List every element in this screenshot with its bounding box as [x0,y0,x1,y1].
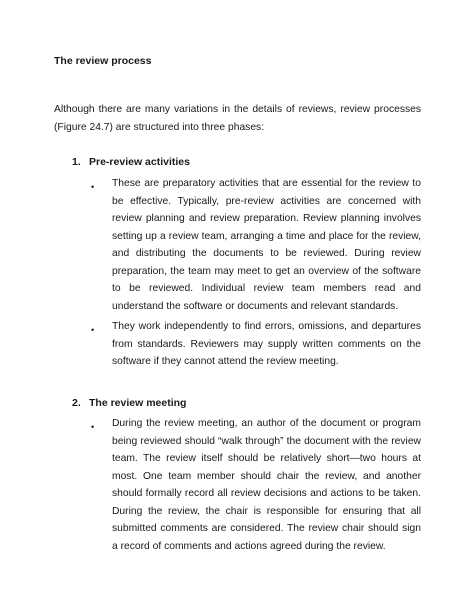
section-heading-review-meeting [72,397,186,409]
section-number: 2. [72,397,81,409]
page-title: The review process [54,55,152,67]
bullet-text-walk-through: During the review meeting, an author of the document or program being reviewed should “walk through” the document with the review team. The review itself should be relatively short—two hours at most. One team member should chair the review, and another should formally record all review decisions and actions to be taken. During the review, the chair is responsible for ensuring that all submitted comments are considered. The review chair should sign a record of comments and actions agreed during the review. [112,418,421,552]
bullet-icon: • [91,422,95,432]
bullet-icon: • [91,325,95,335]
section-heading-label: Pre-review activities [89,156,190,168]
bullet-text-independent: They work independently to find errors, omissions, and departures from standards. Reviewers may supply written comments on the software if they cannot attend the review meeting. [112,321,421,367]
bullet-icon: • [91,182,95,192]
bullet-text-preparatory: These are preparatory activities that are essential for the review to be effective. Typically, pre-review activities are concerned with review planning and review preparation. Review planning involves setting up a review team, arranging a time and place for the review, and distributing the documents to be reviewed. During review preparation, the team may meet to get an overview of the software to be reviewed. Individual review team members read and understand the software or documents and relevant standards. [112,178,421,312]
intro-paragraph: Although there are many variations in the details of reviews, review processes (Figure 24.7) are structured into three phases: [54,104,421,133]
section-number: 1. [72,156,81,168]
section-heading-pre-review [72,156,190,168]
section-heading-label: The review meeting [89,397,187,409]
